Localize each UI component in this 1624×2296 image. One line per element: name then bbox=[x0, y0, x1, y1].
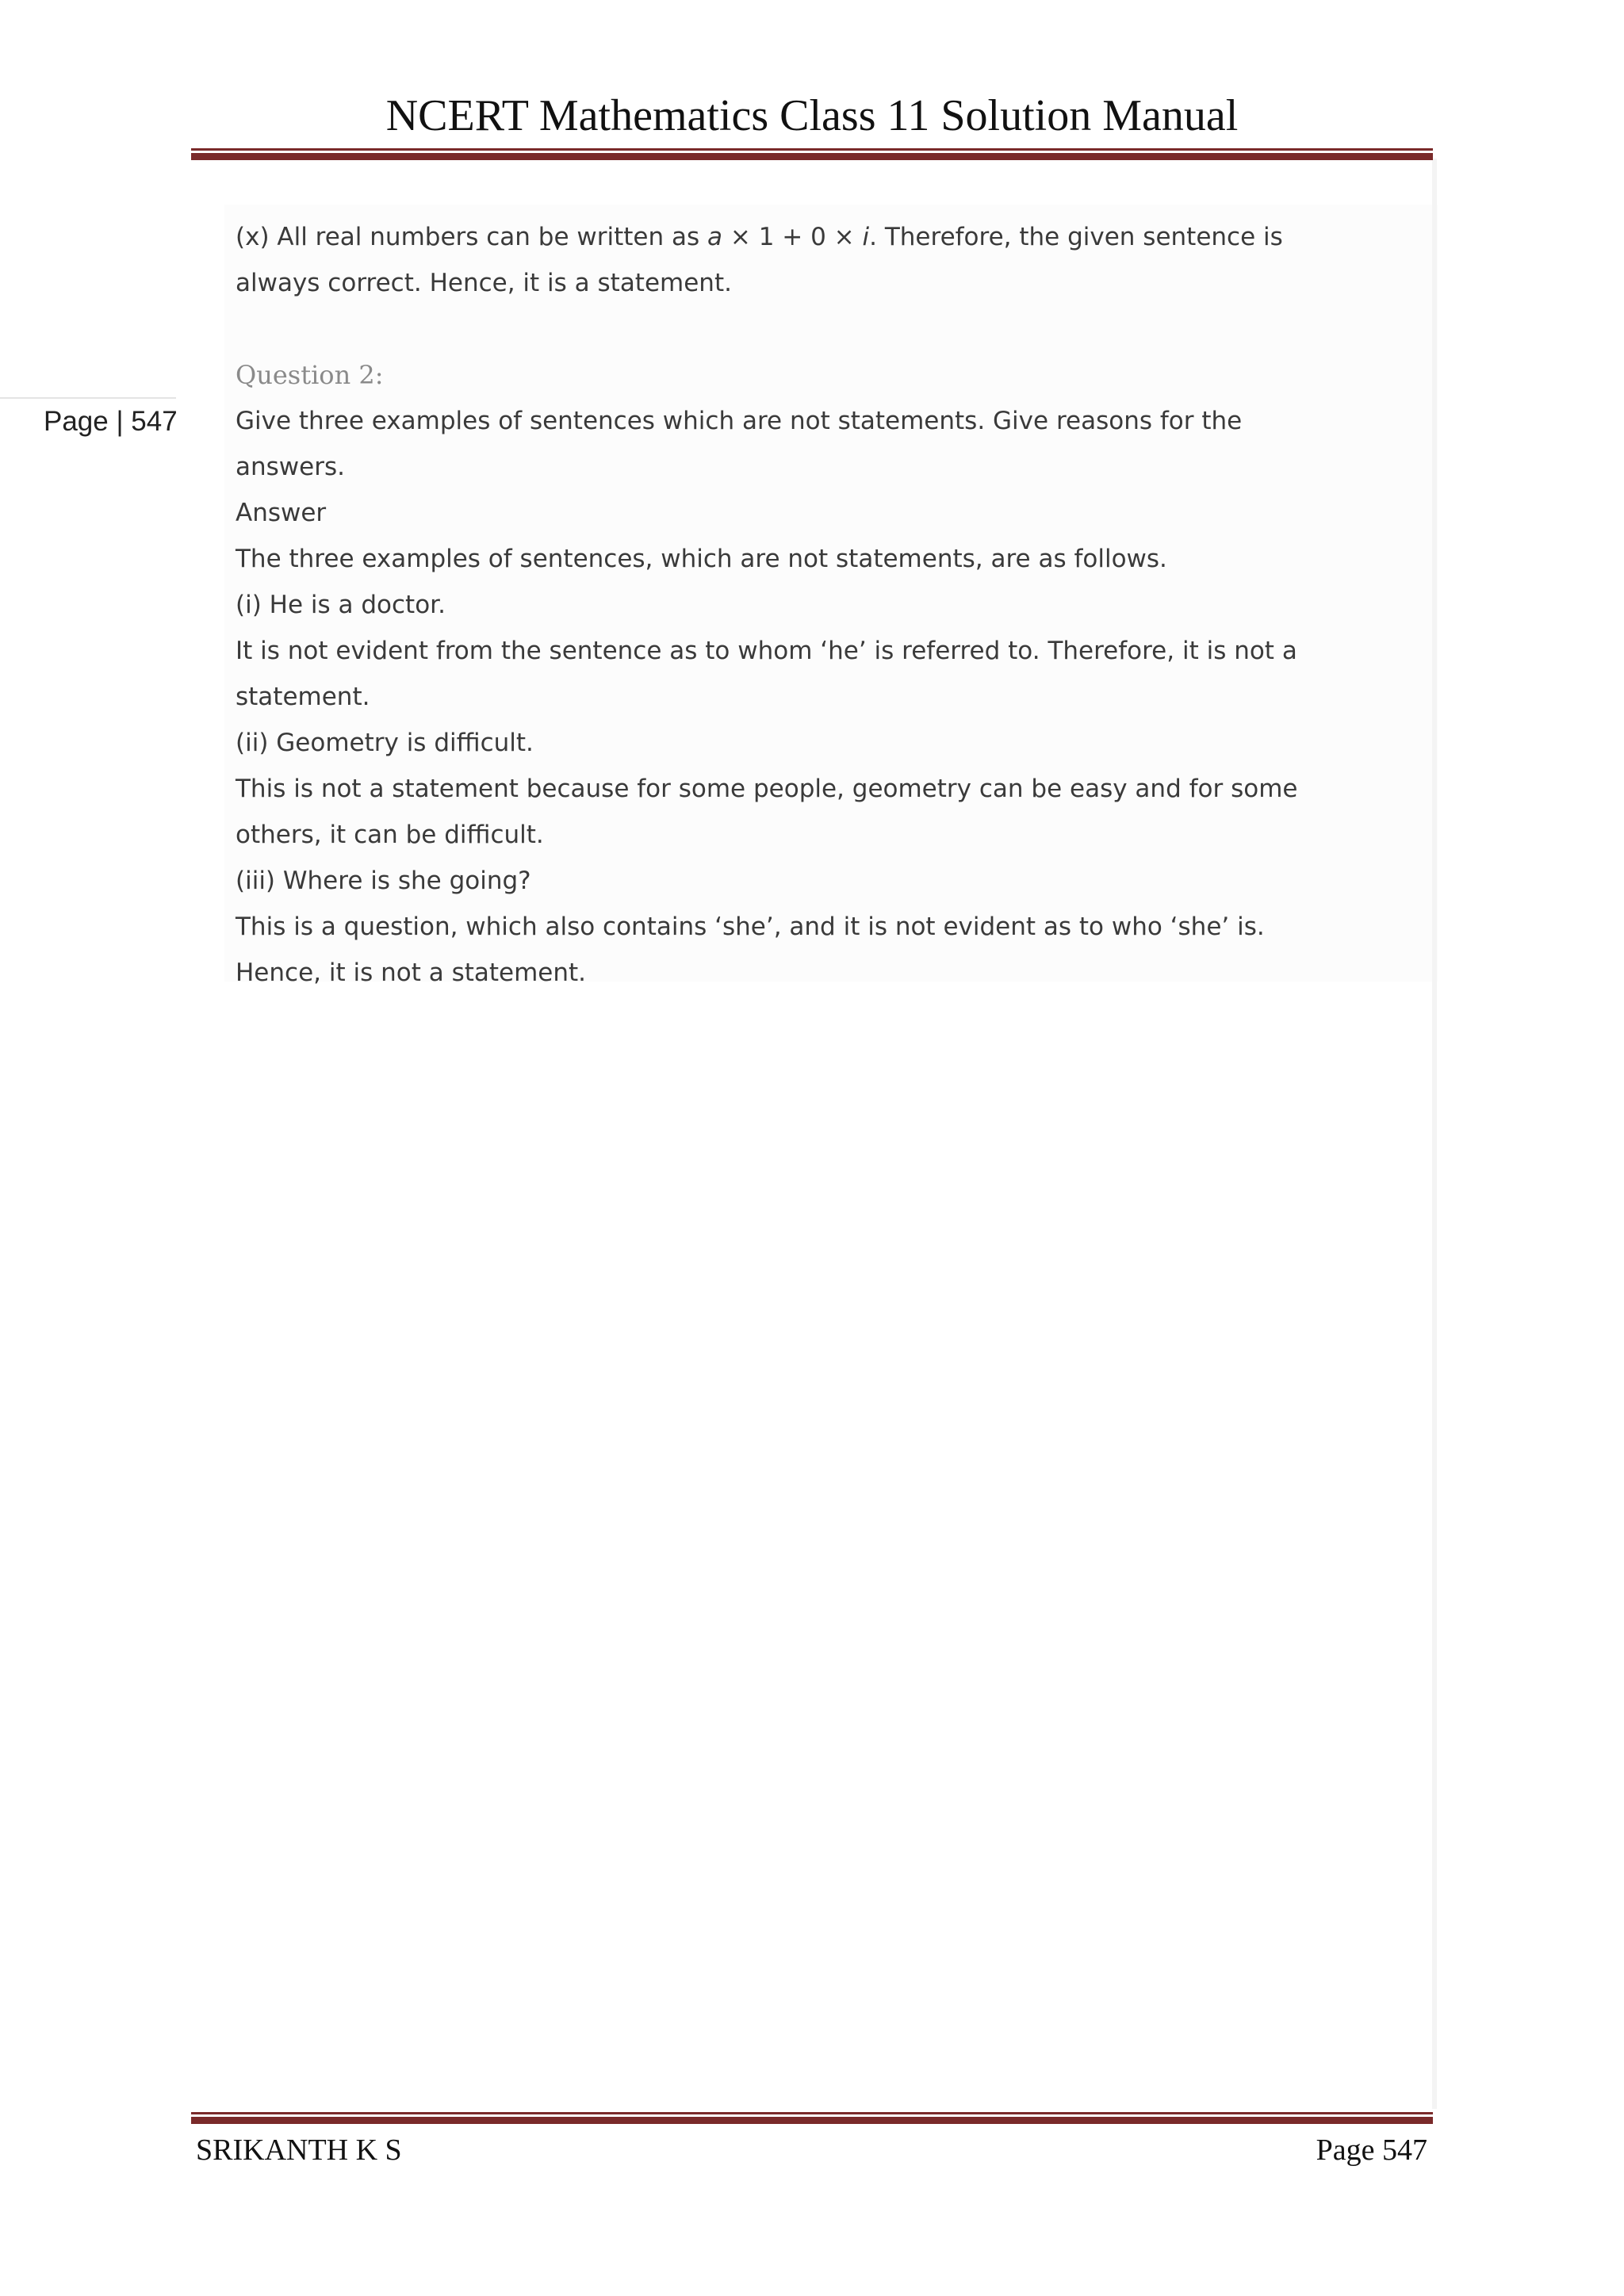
example-3-title: (iii) Where is she going? bbox=[236, 867, 531, 895]
spacer bbox=[236, 306, 1377, 352]
answer-x-line-2: always correct. Hence, it is a statement. bbox=[236, 269, 732, 297]
answer-label: Answer bbox=[236, 499, 327, 527]
answer-intro: The three examples of sentences, which are not statements, are as follows. bbox=[236, 545, 1167, 573]
example-1-reason-line-1: It is not evident from the sentence as to whom ‘he’ is referred to. Therefore, it is not a bbox=[236, 637, 1297, 665]
margin-page-label: Page | 547 bbox=[44, 406, 178, 437]
example-1-reason-line-2: statement. bbox=[236, 683, 370, 711]
example-1-title: (i) He is a doctor. bbox=[236, 591, 446, 619]
page-content bbox=[236, 214, 1377, 996]
question-heading: Question 2: bbox=[236, 360, 384, 390]
question-text-line-1: Give three examples of sentences which are not statements. Give reasons for the bbox=[236, 407, 1243, 435]
footer-page-number: Page 547 bbox=[1316, 2133, 1427, 2167]
example-3-reason-line-1: This is a question, which also contains ‘she’, and it is not evident as to who ‘she’ is. bbox=[236, 913, 1265, 941]
scan-edge bbox=[1432, 159, 1437, 2109]
example-2-reason-line-1: This is not a statement because for some people, geometry can be easy and for some bbox=[236, 775, 1298, 803]
question-text-line-2: answers. bbox=[236, 453, 345, 481]
footer-author: SRIKANTH K S bbox=[196, 2133, 402, 2167]
math-variable-i: i bbox=[862, 223, 870, 251]
math-variable-a: a bbox=[707, 223, 723, 251]
answer-x-line-1 bbox=[236, 214, 1377, 260]
example-3-reason-line-2: Hence, it is not a statement. bbox=[236, 959, 587, 987]
footer-rule bbox=[191, 2112, 1433, 2124]
text-segment: (x) All real numbers can be written as bbox=[236, 223, 708, 251]
text-segment: . Therefore, the given sentence is bbox=[869, 223, 1283, 251]
margin-divider bbox=[0, 397, 176, 399]
example-2-reason-line-2: others, it can be difficult. bbox=[236, 821, 544, 849]
page-title: NCERT Mathematics Class 11 Solution Manual bbox=[385, 91, 1239, 140]
example-2-title: (ii) Geometry is difficult. bbox=[236, 729, 534, 757]
text-segment: × 1 + 0 × bbox=[722, 223, 863, 251]
header-rule bbox=[191, 148, 1433, 160]
